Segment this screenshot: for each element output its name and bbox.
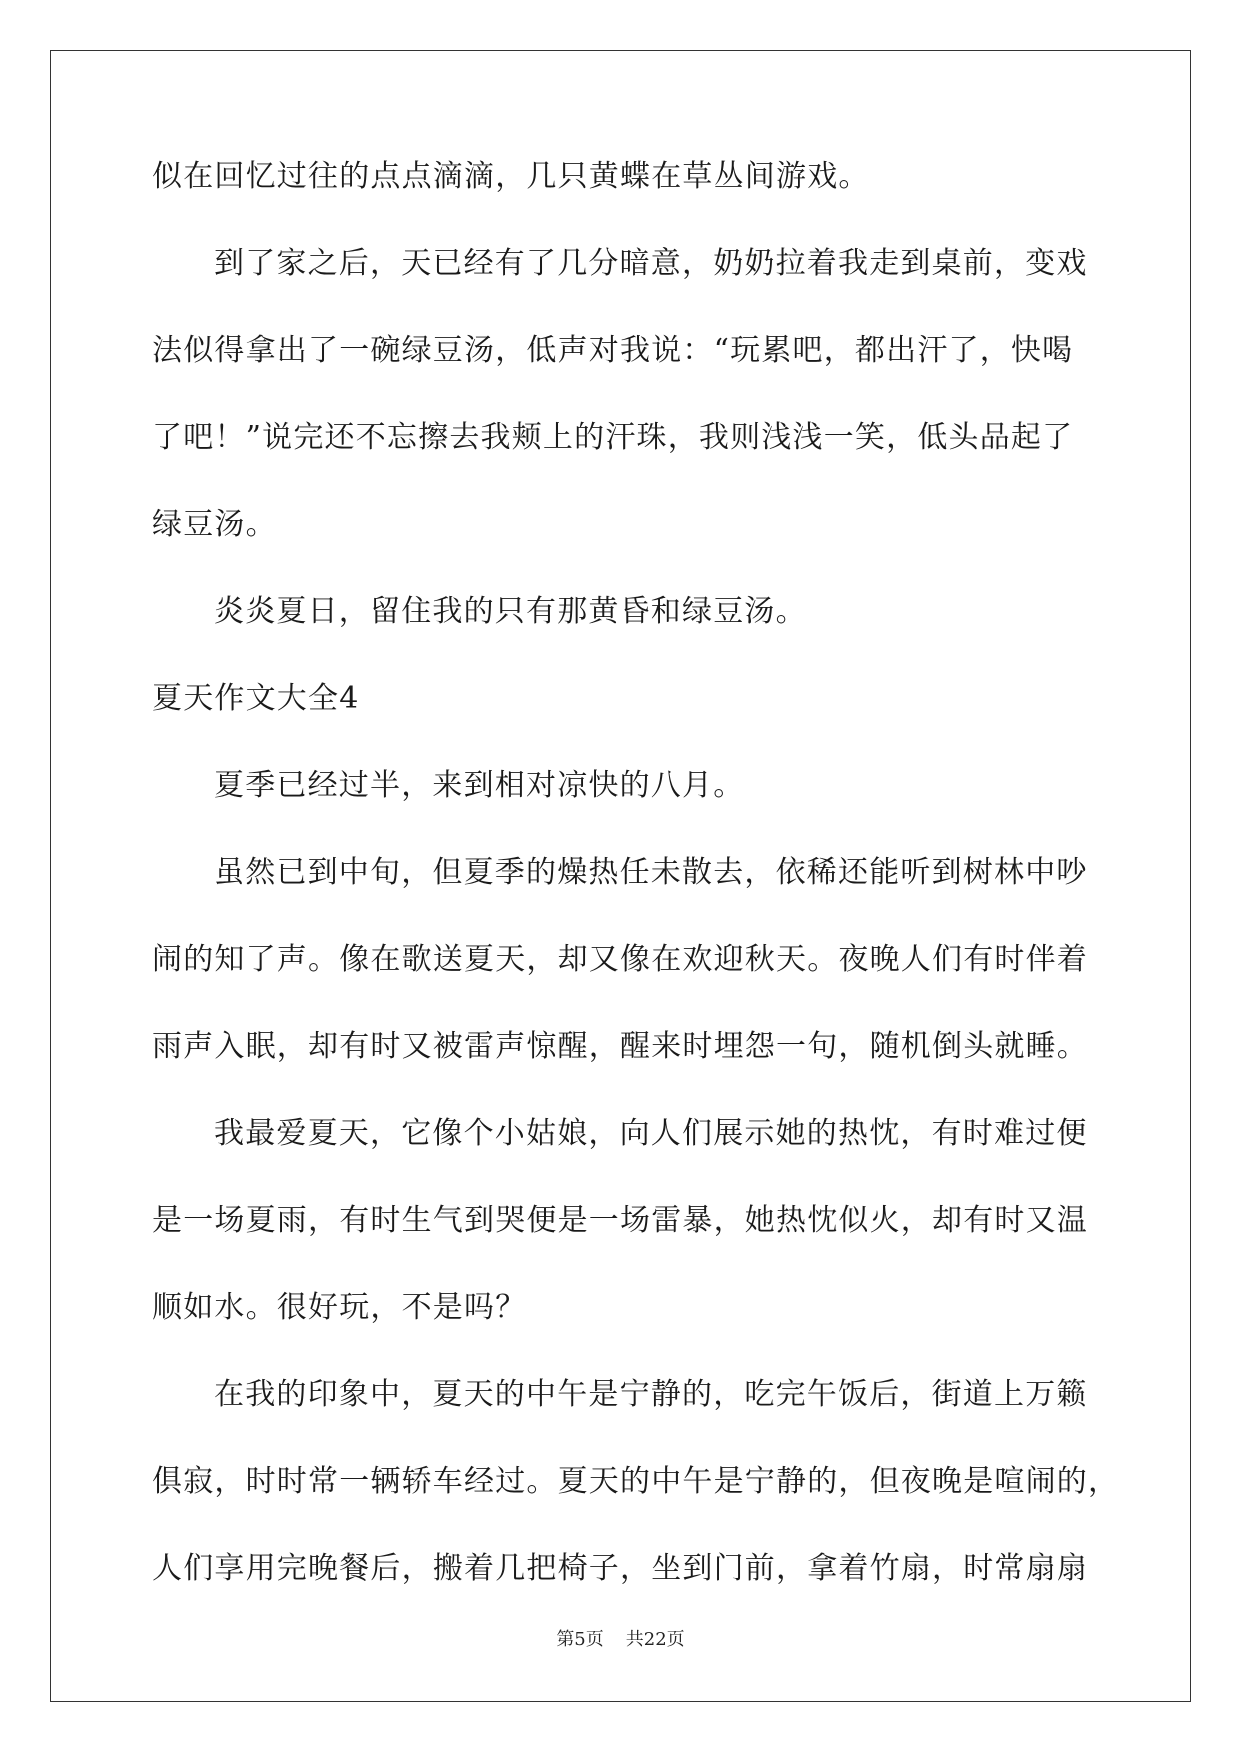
section-heading: 夏天作文大全4 (152, 681, 360, 716)
text-line: 俱寂，时时常一辆轿车经过。夏天的中午是宁静的，但夜晚是喧闹的， (152, 1464, 1120, 1499)
text-line: 夏季已经过半，来到相对凉快的八月。 (214, 768, 745, 803)
text-line: 闹的知了声。像在歌送夏天，却又像在欢迎秋天。夜晚人们有时伴着 (152, 942, 1088, 977)
document-body (152, 159, 1120, 1641)
text-line: 法似得拿出了一碗绿豆汤，低声对我说：“玩累吧，都出汗了，快喝 (152, 333, 1074, 368)
text-line: 人们享用完晚餐后，搬着几把椅子，坐到门前，拿着竹扇，时常扇扇 (152, 1551, 1088, 1586)
text-line: 我最爱夏天，它像个小姑娘，向人们展示她的热忱，有时难过便 (214, 1116, 1088, 1151)
text-line: 是一场夏雨，有时生气到哭便是一场雷暴，她热忱似火，却有时又温 (152, 1203, 1088, 1238)
page-footer (0, 1630, 1241, 1650)
text-line: 顺如水。很好玩，不是吗？ (152, 1290, 527, 1325)
text-line: 在我的印象中，夏天的中午是宁静的，吃完午饭后，街道上万籁 (214, 1377, 1088, 1412)
text-line: 似在回忆过往的点点滴滴，几只黄蝶在草丛间游戏。 (152, 159, 870, 194)
text-line: 绿豆汤。 (152, 507, 277, 542)
text-line: 雨声入眠，却有时又被雷声惊醒，醒来时埋怨一句，随机倒头就睡。 (152, 1029, 1088, 1064)
text-line: 了吧！”说完还不忘擦去我颊上的汗珠，我则浅浅一笑，低头品起了 (152, 420, 1074, 455)
page-total: 共22页 (625, 1629, 685, 1650)
page-number: 第5页 (556, 1629, 604, 1650)
text-line: 到了家之后，天已经有了几分暗意，奶奶拉着我走到桌前，变戏 (214, 246, 1088, 281)
text-line: 虽然已到中旬，但夏季的燥热任未散去，依稀还能听到树林中吵 (214, 855, 1088, 890)
text-line: 炎炎夏日，留住我的只有那黄昏和绿豆汤。 (214, 594, 807, 629)
